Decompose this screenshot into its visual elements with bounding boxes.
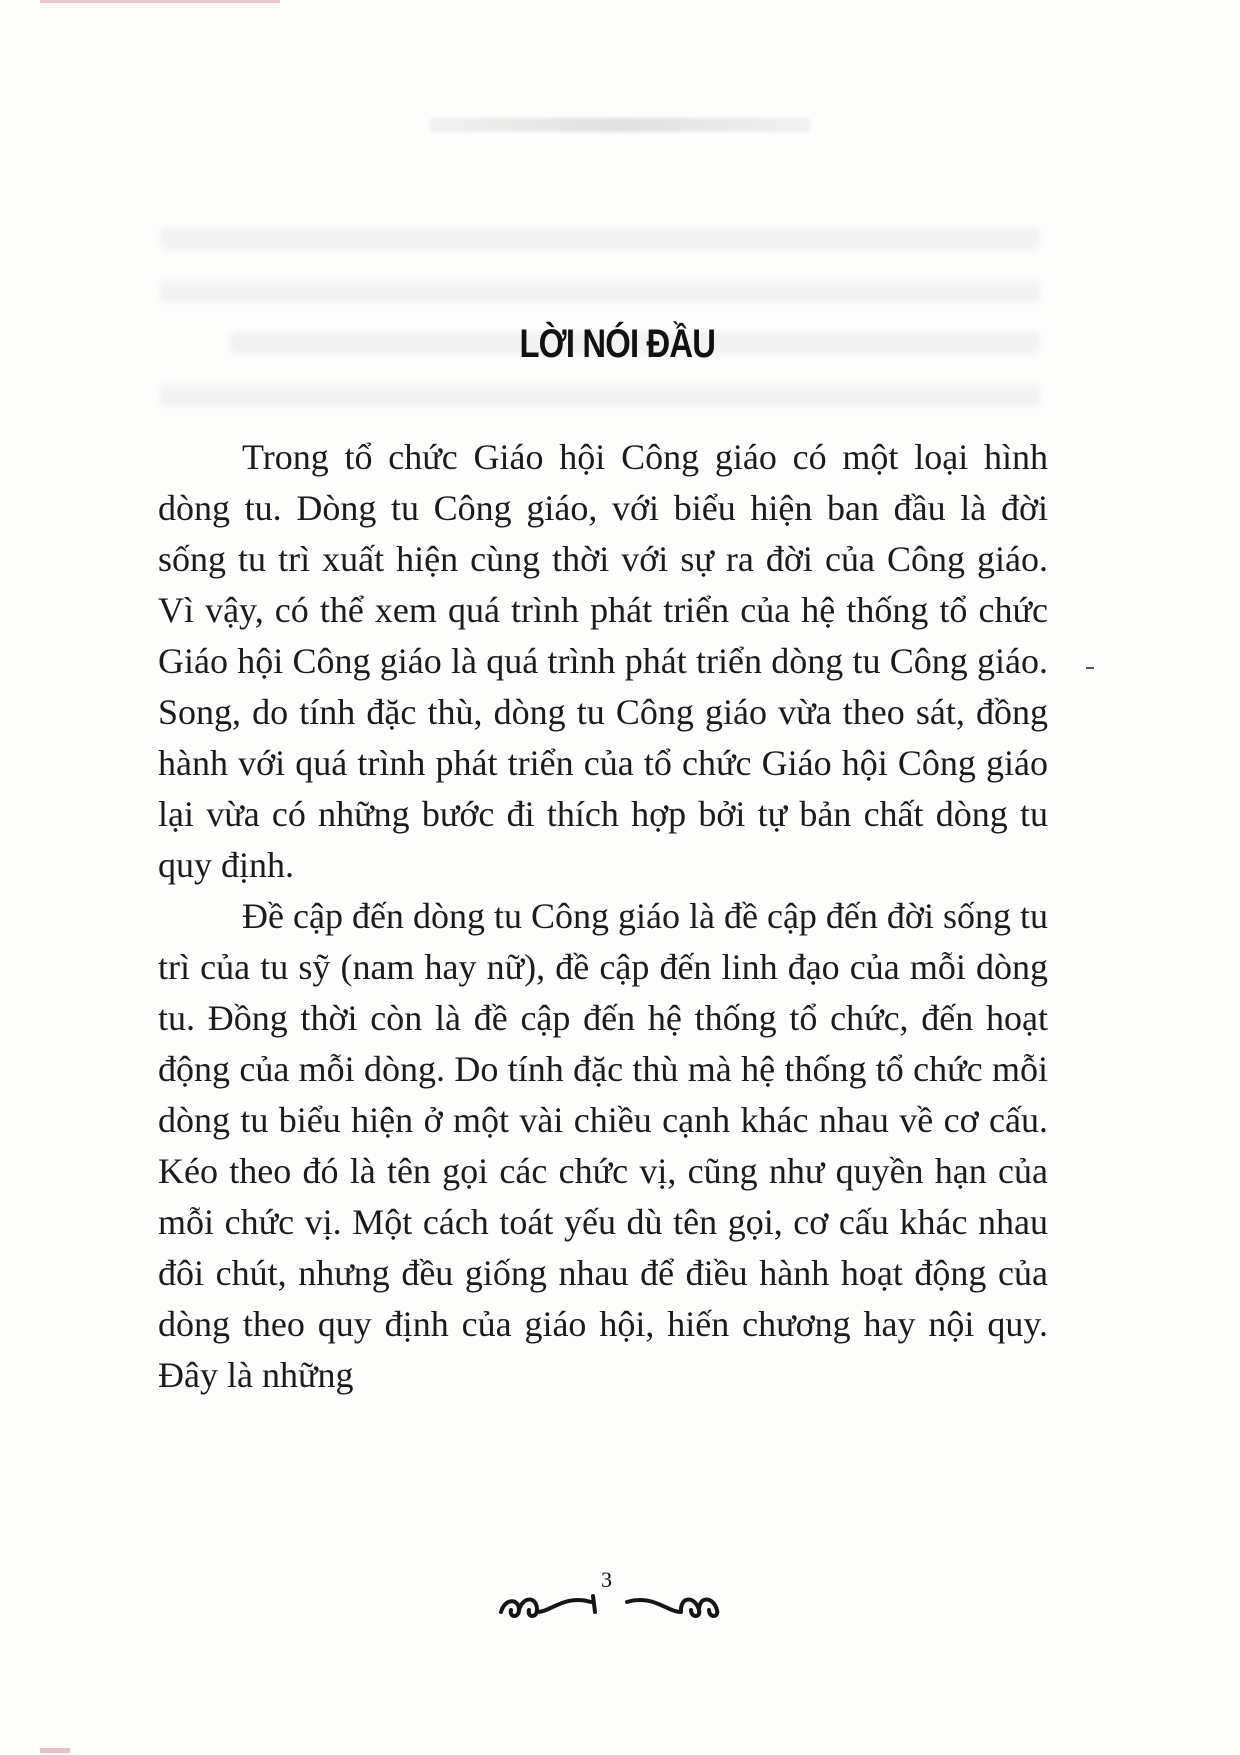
page-edge-top xyxy=(40,0,280,3)
page-title: LỜI NÓI ĐẦU xyxy=(519,322,716,366)
paragraph-1: Trong tổ chức Giáo hội Công giáo có một loại hình dòng tu. Dòng tu Công giáo, với biểu hiện ban đầu là đời sống tu trì xuất hiện cùng thời với sự ra đời của Công giáo. Vì vậy, có thể xem quá trình phát triển của hệ thống tổ chức Giáo hội Công giáo là quá trình phát triển dòng tu Công giáo. Song, do tính đặc thù, dòng tu Công giáo vừa theo sát, đồng hành với quá trình phát triển của tổ chức Giáo hội Công giáo lại vừa có những bước đi thích hợp bởi tự bản chất dòng tu quy định. xyxy=(158,437,1048,885)
body-text xyxy=(158,432,1048,1401)
bleed-through-line xyxy=(160,384,1040,406)
bleed-through-line xyxy=(160,228,1040,250)
page-edge-bottom xyxy=(40,1748,70,1753)
page-number: 3 xyxy=(601,1567,612,1592)
bleed-through-header xyxy=(430,118,810,132)
margin-mark xyxy=(1086,667,1094,669)
paragraph-2: Đề cập đến dòng tu Công giáo là đề cập đến đời sống tu trì của tu sỹ (nam hay nữ), đề cập đến linh đạo của mỗi dòng tu. Đồng thời còn là đề cập đến hệ thống tổ chức, đến hoạt động của mỗi dòng. Do tính đặc thù mà hệ thống tổ chức mỗi dòng tu biểu hiện ở một vài chiều cạnh khác nhau về cơ cấu. Kéo theo đó là tên gọi các chức vị, cũng như quyền hạn của mỗi chức vị. Một cách toát yếu dù tên gọi, cơ cấu khác nhau đôi chút, nhưng đều giống nhau để điều hành hoạt động của dòng theo quy định của giáo hội, hiến chương hay nội quy. Đây là những xyxy=(158,896,1048,1395)
bleed-through-line xyxy=(160,280,1040,302)
